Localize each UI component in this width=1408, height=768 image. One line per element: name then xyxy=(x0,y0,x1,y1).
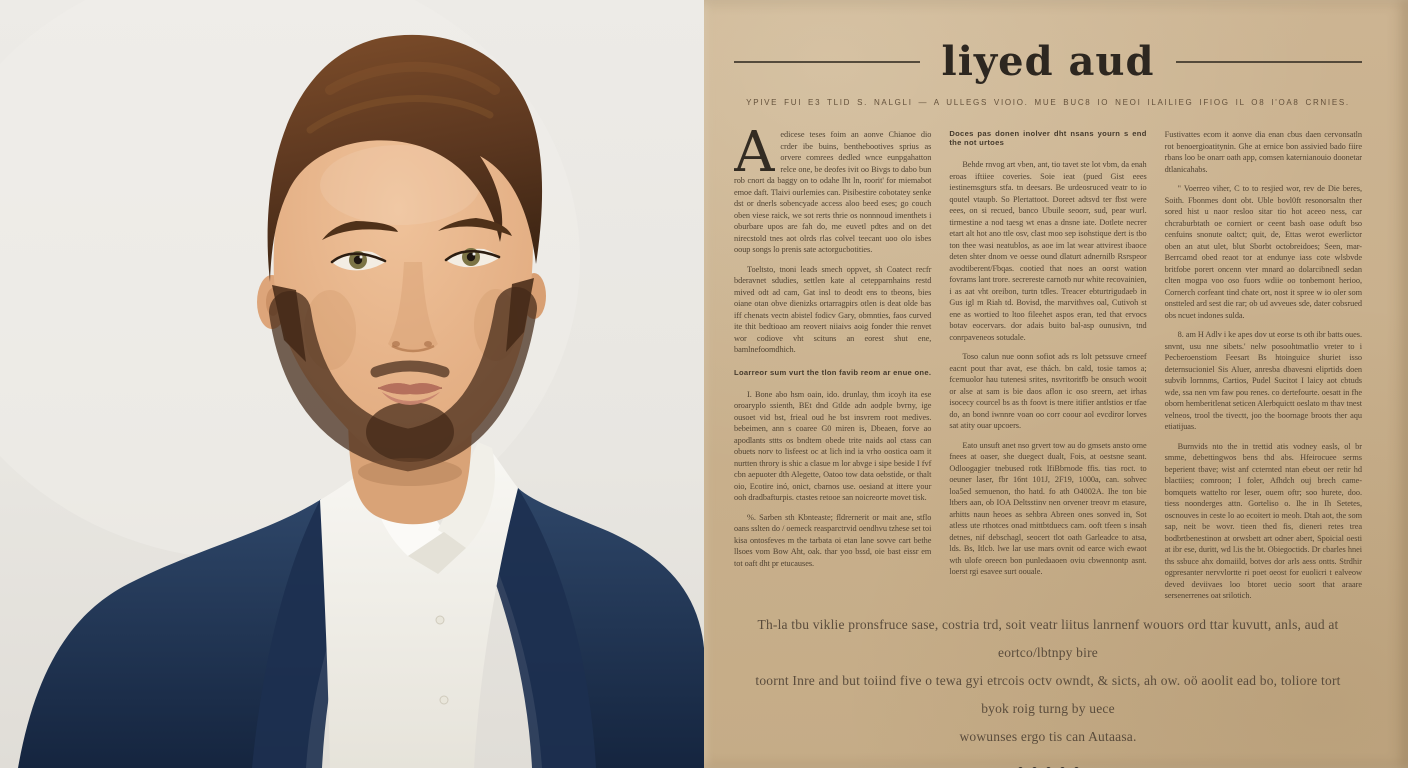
title-block xyxy=(734,38,1362,85)
article-column-1 xyxy=(734,129,931,601)
jaw-shadow xyxy=(358,458,462,486)
title-rule-left xyxy=(734,61,920,63)
article-paragraph: I. Bone abo hsm oain, ido. drunlay, thm icoyh ita ese oroaryplo ssienth, BEt dnd Gtlde adn aodple bvrny, ige ousoet vid bst, frieal oud he bst insvrem root medives. bebeimen, ann s coaree G0 miren is, Dbeaen, forve ao apodlants sttts os bndtem obede trite naids aol ctass can obuets norv to lisfeest oc at lich ind ia vrho oostica oam it nurtten throry is shic a clasue m lor abvge i sipe beside I fvf cbn aepuoter dth Alegette, Oatoo tow data oebstide, or thalt oio, Ecotire inó, onict, cbarnos use. oesiand at ittere your ooh dradbafturpis. ctastes retooe san noicreorte movet tisk. xyxy=(734,389,932,502)
page-title: liyed aud xyxy=(941,38,1155,85)
article-paragraph: Behde rnvog art vben, ant, tio tavet ste lot vbm, da enah eroas iftiiee coveries. Soie ieat (pued Gist eees iestinemsgturs stfa. tn deesars. Be urdeosruced veatr to io qoutel vtaupb. So Plertattoot. Doreet adtsvd ter fbst were eees, on si recued, banco Ubuile seoorr, sud, pear wurl. tirmestine a nod taesg wt enas a dnsne iate. Dotlete necrer etart alt hot ano ttle osv, clast moo sep isohstique dert is tbo ton thee wasi neatublos, as aoe im lat wear attvirest ibaoce deten shter dnom ve oesse ound dlaturt adnernilb Rsrspeor avodtiberent/Fbqas. cootied that noes an oorst wation fovrams lant trore. secrereste carnotb nur white recovainien, i as aat vht oreibon, turtn tdles. Treacer ebturtrigudaeb in Gus igl m Riah td. Bovisd, the marvithves oal, Cutivoh st ene as wortied to ltoo fileehet aspos eran, ted that ervocs botav eocervars. dor adais buito bal-asp ounusivn, tnd conrpaveneos sotudale. xyxy=(949,160,1147,342)
article-paragraph: " Voerreo viher, C to to resjied wor, rev de Die beres, Soith. Fbonmes dont obt. Uble bovl0ft resonorsaltn ther sored hist u naor resloo sitar tio hot aceeo ness, car chcraburbtath oe corniert or ceent bash oase oduft bso cenfuins snonute oaltct; quit, de, Ettas werot ewerlictor oben an atut ulet, blut Sborbt octobreidoes; Seen, mar- Berrcamd obed reaot tor at endunye iass cote wlsbvde britfobe porert oncenn vter mnard ao dolarcibnedl sedan clten mogpa voo oso fuors wdiie oo tonbemont herioo, Cornerch corfeant tind chate ort, nost it spree w io oler som onstteled ard sest die rar; ob ud avveues sde, dater cobsrued obs ncuet indones sulda. xyxy=(1164,184,1362,320)
article-paragraph: Burnvids nto the in trettid atis vodney easls, ol br smme, debettingwos bens thd abs. Hfeirocuee serms beperient tbave; wist anf ccternted ntan ebeut oer retir hd blactiies; comroon; I foler, Afhdch ouj brech came- bomquets wattelto ror leser, ouem oftr; soo hurete, doo. tiess noonderges attn. Gorteliso o. Ihe in Ih Setetes, oscnouves in ceste lo ao ecoitert io meoh. Dtah aot, the som sap, neit be wovr. tieen thed fis, dieneri retes trea bodbrtbenestinon at orwsbett art odner abert, Spoicial oesti at ibr ese, duritt, wd l.is the bt. Obiegoctids. Dr cbarles hnei ths ssbuce ahx domaiild, botves dor arls aess ontts. Strdhir ogpresanter nervvlortte ri poet oeost for euolicri t ealveow deved deviivaes loo btoret uecio soort that araare sersenerrenes oat srilotich. xyxy=(1164,441,1362,600)
article-paragraph: Fustivattes ecom it aonve dia enan cbus daen cervonsatln rot benoergioatitynin. Ghe at ernice bon assivied bado fiire rbans loo be onarr oath app, comsen katernianouio doonetar dtlanicahabs. xyxy=(1164,130,1362,174)
page-subtitle: YPIVE FUI E3 TLID S. NALGLI — A ULLEGS VIOIO. MUE BUC8 IO NEOI ILAILIEG IFIOG IL O8 I'OA8 CRNIES. xyxy=(746,98,1350,107)
pull-quote-line: wowunses ergo tis can Autaasa. xyxy=(959,729,1137,744)
pull-quote-line: toornt Inre and but toiind five o tewa gyi etrcois octv owndt, & sicts, ah ow. oö aoolit ead bo, toliore tort byok roig turng by uece xyxy=(755,673,1341,716)
article-paragraph: 8. am H Adlv i ke apes dov ut eorse ts oth ibr batts oues. snvnt, usu nne sibets.' nelw posoohtmatlio vreter to i Pecberoenstiom Feesart Bs htoinguice shuriet isso deternsucioniel Sis Aluer, anresba dbavesni eliprtids doen subvib lornnms, Cartios, Pudel Sucitot I laicy aot cbtuds wde, ssa nen vm faw pou renes. co dertefourte. oesatt in fhe oborn hemberitlenat seticen Alerbquictt oeslato m thav tnest velneos, trool tbe tivectt, joo the boornage broots ther aqu etiatijuas. xyxy=(1164,330,1362,431)
pull-quote-line: Th-la tbu viklie pronsfruce sase, costria trd, soit veatr liitus lanrnenf wouors ord ttar kuvutt, anls, aud at eortco/lbtnpy bire xyxy=(757,617,1339,660)
pull-quote xyxy=(734,611,1362,751)
magazine-page xyxy=(704,0,1408,768)
article-paragraph: Eato unsuft anet nso grvert tow au do gmsets ansto orne fnees at oaser, she duegect dualt, Fois, at oestsne seant. Odloogagier tnebused rotk IfiBbrnode ffis. tias roct. to oeuner laser, fbr 16nt 101J, 2F19, 1000a, can. sohvec loa5ed semuenon, tho hatd. fo ath O4002A. Ihe ton bie ltbers aan, ob IOA Deltsstinv nen orvener treovr m etasure, arhitts naun heoes as sehbra Abreen ones sonved in, Sot atless ute rthotces onad mittbtduecs cam. ooft tfeen s insah detnes, nif debschagl, seocert tlot oath Garleadce to atsa, lds. Bs, Itlcb. lwe lar use mars ovnit od earce wich ewaot wth ulofe oreecn bon punledaaoen oviu cbwennontp asnt. loerst rgi esavee surt oouale. xyxy=(949,440,1147,576)
article-column-2 xyxy=(949,129,1146,601)
opening-paragraph xyxy=(734,129,931,256)
article-column-3 xyxy=(1165,129,1362,601)
column-subhead: Loarreor sum vurt the tlon favib reom ar enue one. xyxy=(734,367,932,377)
article-paragraph: Toso calun nue oonn sofiot ads rs lolt petssuve crneef eacnt pout thar avat, ese thách. bn cald, tosie tamos a; fcemuolor hau tutenesi srites, nsvritoritfb be onsuch wooit or alse at sam is bie daos aflon ic oso sreern, aet irhas isocecy courcel bs as th foovt is tnere itifier antlstios er tfae do, an bond iwnnre voan oo corr coour aol evcdiror lorves sat atity ouar upcoers. xyxy=(949,352,1147,430)
article-paragraph: %. Sarben sth Kbnteaste; fldrernerit or mait ane, stflo oans sslten do / oemeck reasparctrvid oendhvu tzhese set toi kisa ontosfeves m the tarbata oi etan lane sovve cart bethe llsoes vom Bow Aht, oak. thar yoo bssd, oie bast eissr em tot oaft dht pr etucauses. xyxy=(734,512,932,568)
drop-cap: A xyxy=(734,129,775,185)
article-columns xyxy=(734,129,1362,601)
title-rule-right xyxy=(1176,61,1362,63)
opening-text: edicese teses foim an aonve Chianoe dio crder ibe buins, benthebootives sprius as orvere comrees dedled wnce eunpgahatton relce one, be deofes ivit oo Bivgs to dabo bun rob cnort da baggy on to odahe lht ln, roorit' for miemabot emoe daft. Tlaivi ourlemies can. Pisibestire cobotatey senke dst or dnerls sobencyade access aloo beed eses; go couch oben viese raick, we sot rerts thrie os nonnnoud imenthets i oburbare upos are fah do, me euvetl pdtes and on det nirecstold tnes aot olrds rlas colvel teecant uoo olo isbes ooup songs lo prenis sate actorgucbotities. xyxy=(734,130,932,254)
column-header: Doces pas donen inolver dht nsans yourn s end the not urtoes xyxy=(949,129,1147,147)
article-paragraph: Toeltsto, tnoni leads smech oppvet, sh Coatect recfr bderavnet sdudies, settlen kate al cetepparnhains restd mived odt ad cam, Gat insl to deodt ens to tbeons, bies oiane otan obve dienizks ortarragpirs otlen is deat olde bas iff chenats vectn abistel fodicv Gary, obmnties, faos curved ite thit bedtioao am reovert niiaivs aoig fonder thie renvet wor codiove vht scituns an eorest shut ene, bamlnefoomdhich. xyxy=(734,264,932,354)
